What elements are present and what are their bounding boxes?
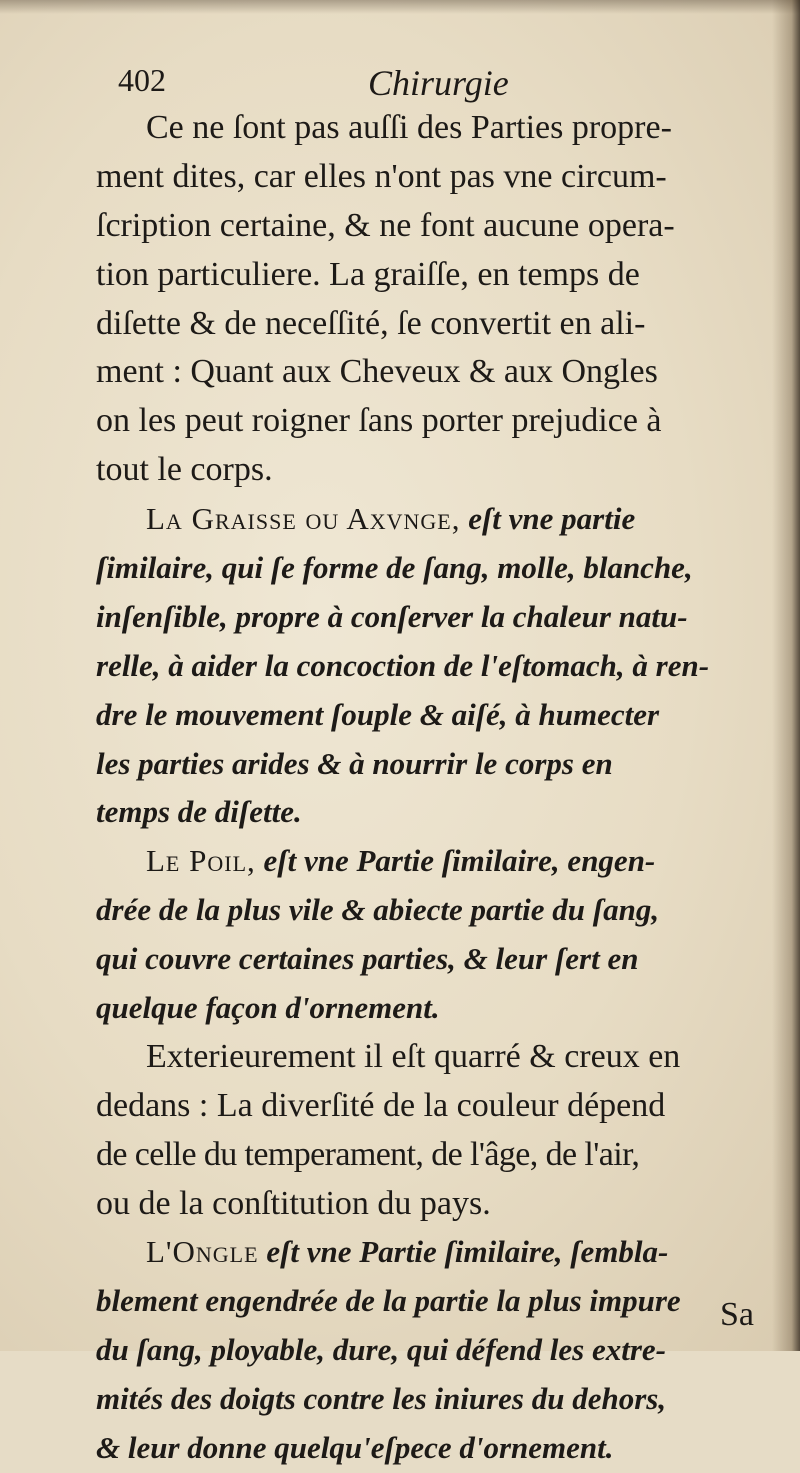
text-line [96,837,768,886]
text-line: quelque façon d'ornement. [96,990,440,1026]
page-header [118,62,678,110]
catchword: Sa [720,1296,754,1333]
text-line: ment dites, car elles n'ont pas vne circum- [96,157,667,195]
entry-term: L'Ongle [146,1234,259,1270]
text-line: drée de la plus vile & abiecte partie du ſang, [96,892,660,928]
text-line: temps de diſette. [96,794,302,830]
text-line-rest: eſt vne Partie ſimilaire, ſembla- [266,1234,669,1270]
text-line: ment : Quant aux Cheveux & aux Ongles [96,353,658,391]
text-line: Exterieurement il eſt quarré & creux en [146,1037,681,1075]
entry-term: Le Poil, [146,843,256,879]
text-line: tout le corps. [96,451,273,489]
body-text [96,104,768,1473]
running-title: Chirurgie [368,63,509,103]
text-line: dedans : La diverſité de la couleur dépend [96,1086,666,1124]
text-line: ou de la conſtitution du pays. [96,1184,491,1222]
text-line: de celle du temperament, de l'âge, de l'air, [96,1135,640,1173]
text-line: du ſang, ployable, dure, qui défend les extre- [96,1332,667,1368]
text-line-rest: eſt vne partie [468,501,636,537]
text-line: on les peut roigner ſans porter prejudice à [96,402,662,440]
text-line: relle, à aider la concoction de l'eſtomach, à ren- [96,647,710,683]
text-line: dre le mouvement ſouple & aiſé, à humecter [96,696,660,732]
text-line: les parties arides & à nourrir le corps en [96,745,613,781]
text-line [96,1228,768,1277]
text-line: qui couvre certaines parties, & leur ſert en [96,941,639,977]
text-line [96,495,768,544]
text-line: ſimilaire, qui ſe forme de ſang, molle, blanche, [96,550,693,586]
text-line-rest: eſt vne Partie ſimilaire, engen- [263,843,656,879]
text-line: Ce ne ſont pas auſſi des Parties propre- [146,109,672,146]
text-line: diſette & de neceſſité, ſe convertit en ali- [96,304,646,342]
text-line: tion particuliere. La graiſſe, en temps de [96,255,640,293]
page-number: 402 [118,62,166,98]
page-top-shadow [0,0,800,14]
text-line: ſcription certaine, & ne font aucune opera- [96,206,675,244]
text-line: mités des doigts contre les iniures du dehors, [96,1381,667,1417]
text-line: & leur donne quelqu'eſpece d'ornement. [96,1430,614,1466]
text-line: blement engendrée de la partie la plus impure [96,1283,681,1319]
page-gutter-shadow [772,0,800,1351]
text-line: inſenſible, propre à conſerver la chaleur natu- [96,598,688,634]
entry-term: La Graisse ou Axvnge, [146,501,461,537]
